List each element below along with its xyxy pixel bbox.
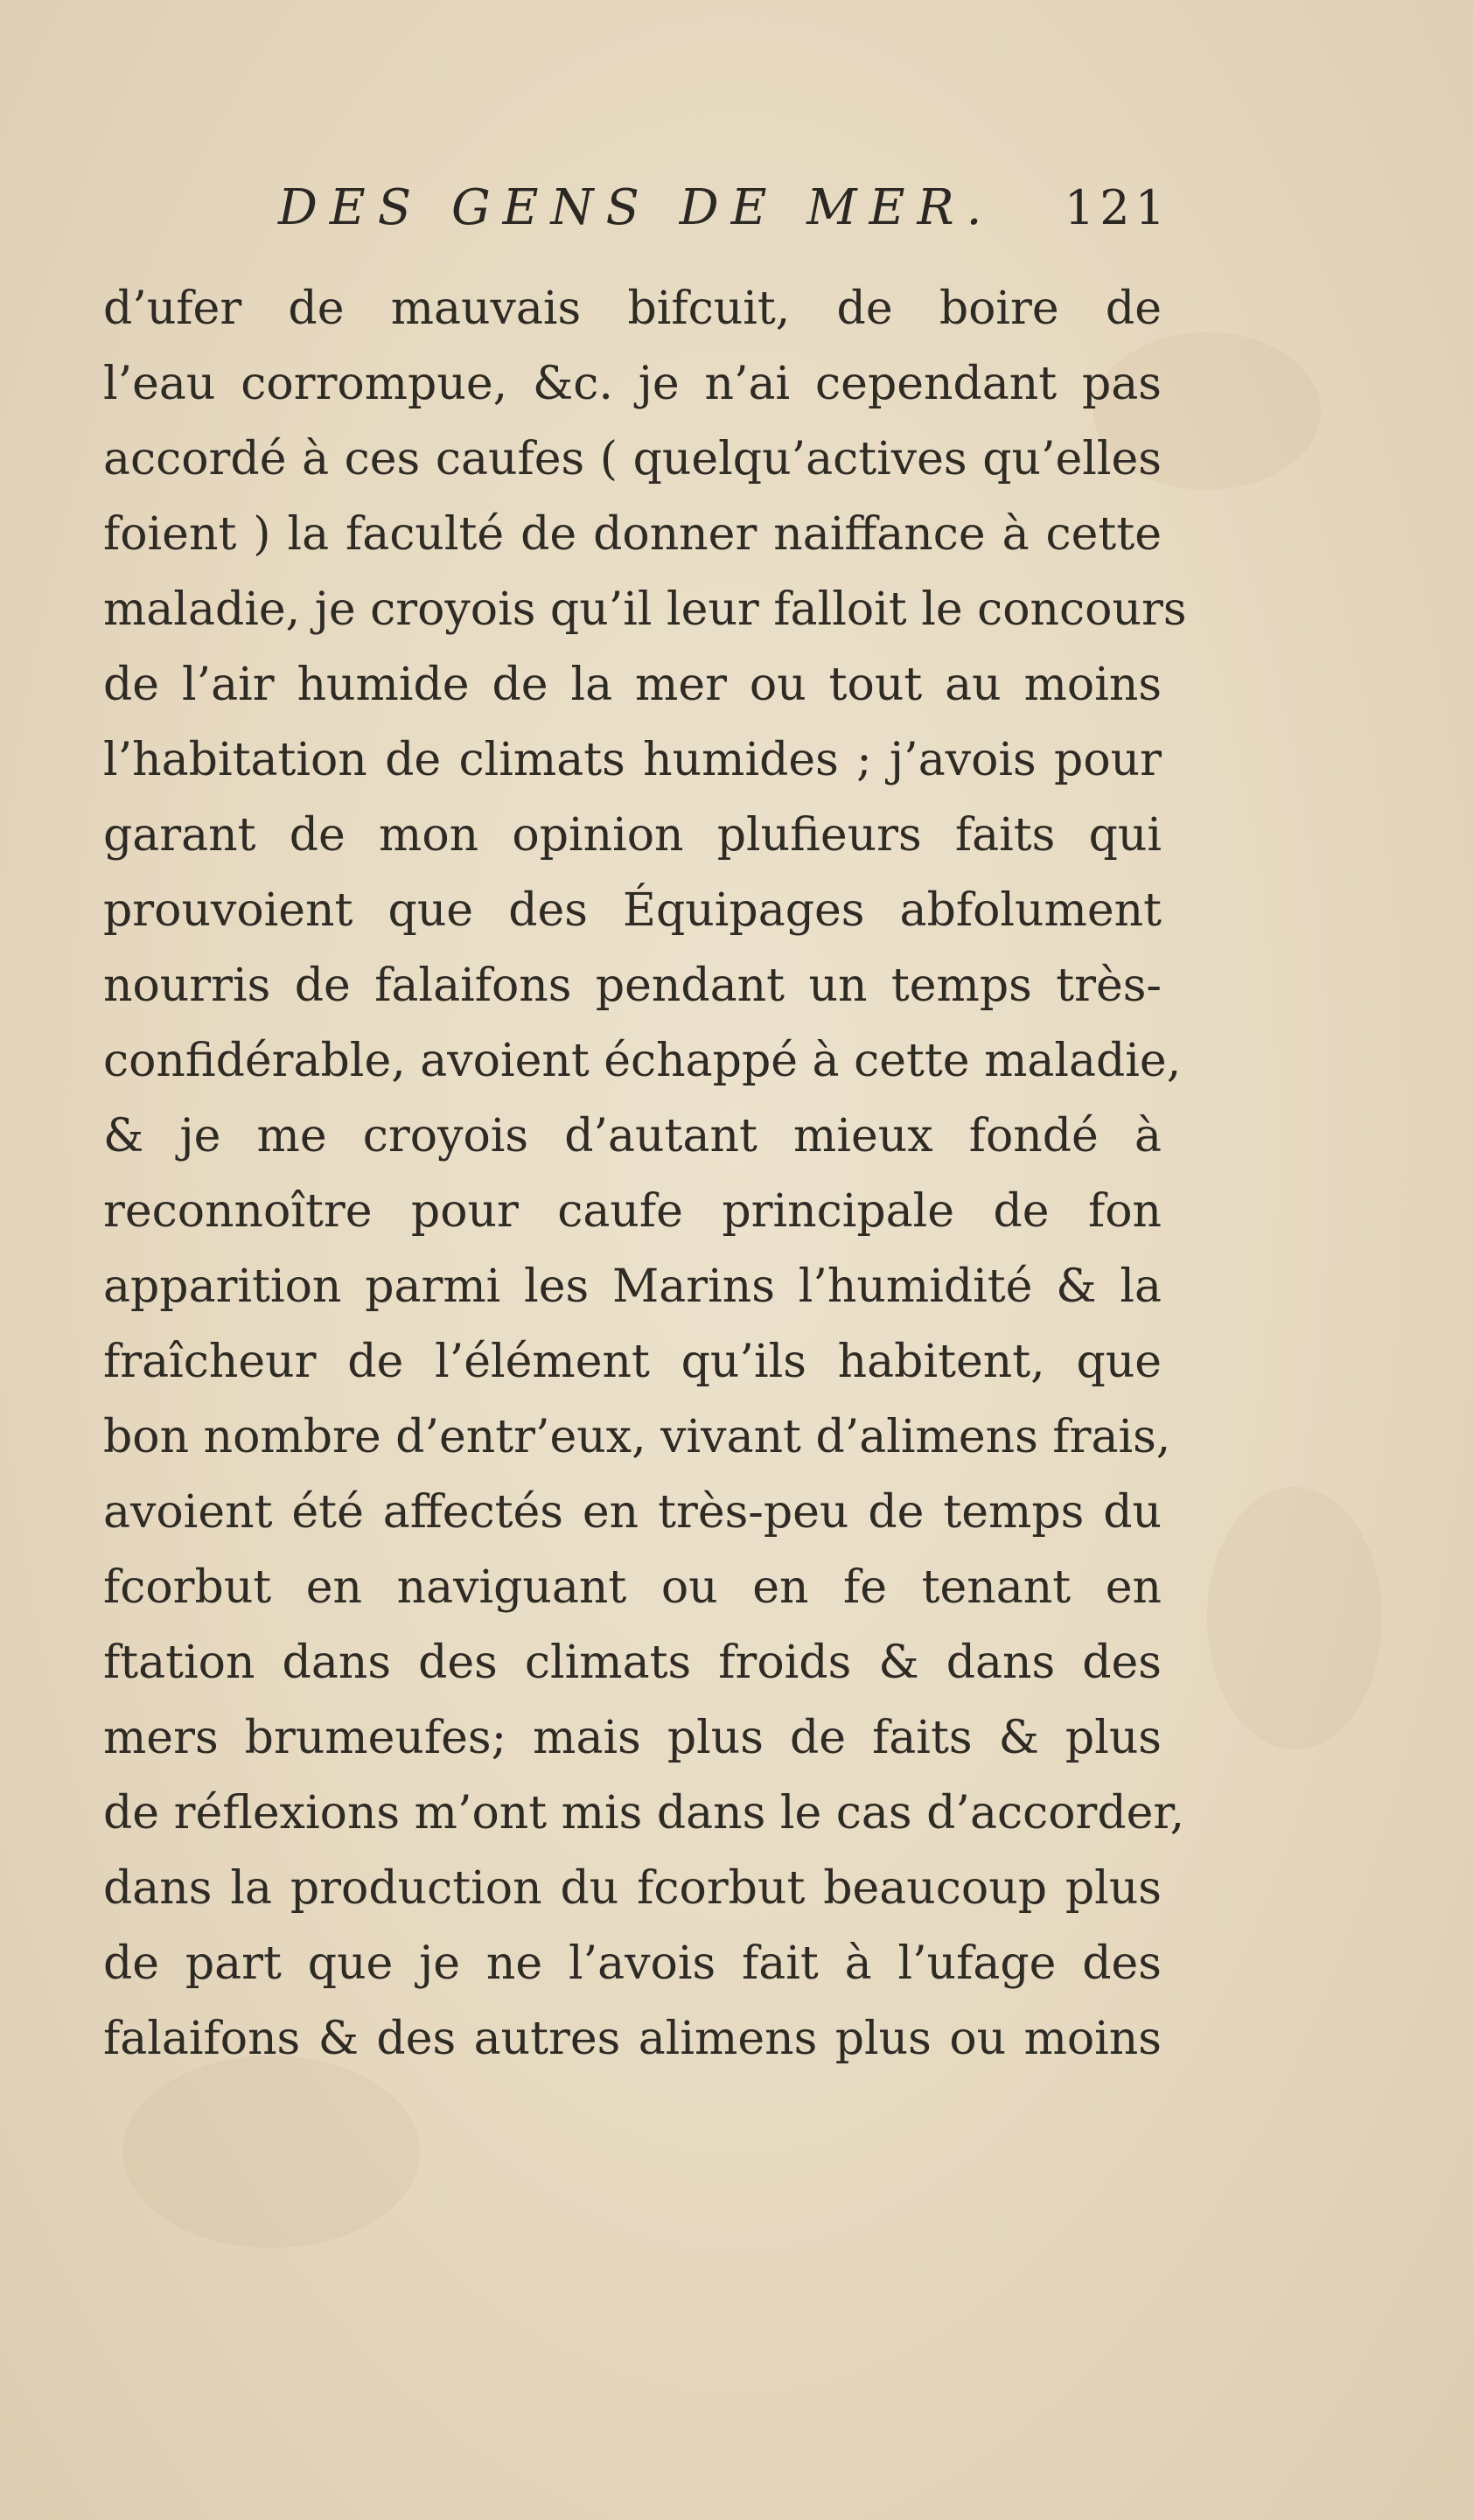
text-line: mers brumeufes; mais plus de faits & plus bbox=[103, 1712, 1162, 1764]
text-line: garant de mon opinion plufieurs faits qui bbox=[103, 809, 1162, 862]
text-line: dans la production du fcorbut beaucoup plus bbox=[103, 1862, 1162, 1915]
text-line: d’ufer de mauvais bifcuit, de boire de bbox=[103, 283, 1162, 335]
running-title: DES GENS DE MER. bbox=[278, 179, 995, 236]
text-line: avoient été affectés en très-peu de temps du bbox=[103, 1486, 1162, 1539]
text-line: & je me croyois d’autant mieux fondé à bbox=[103, 1110, 1162, 1162]
running-head bbox=[278, 179, 1170, 241]
paper-stain bbox=[1207, 1487, 1382, 1749]
text-line: de l’air humide de la mer ou tout au moins bbox=[103, 659, 1162, 711]
text-line: bon nombre d’entr’eux, vivant d’alimens frais, bbox=[103, 1411, 1171, 1463]
text-line: foient ) la faculté de donner naiffance à cette bbox=[103, 508, 1162, 561]
paper-stain bbox=[122, 2056, 420, 2248]
text-line: ftation dans des climats froids & dans des bbox=[103, 1637, 1162, 1689]
text-line: maladie, je croyois qu’il leur falloit le concours bbox=[103, 583, 1187, 636]
text-line: de part que je ne l’avois fait à l’ufage des bbox=[103, 1937, 1162, 1990]
text-line: fraîcheur de l’élément qu’ils habitent, que bbox=[103, 1336, 1162, 1388]
text-line: reconnoître pour caufe principale de fon bbox=[103, 1185, 1162, 1238]
page-number: 121 bbox=[1064, 180, 1170, 235]
text-line: prouvoient que des Équipages abfolument bbox=[103, 884, 1162, 937]
text-line: accordé à ces caufes ( quelqu’actives qu’elles bbox=[103, 433, 1162, 485]
text-line: fcorbut en naviguant ou en fe tenant en bbox=[103, 1561, 1162, 1614]
text-line: confidérable, avoient échappé à cette maladie, bbox=[103, 1035, 1182, 1087]
body-text bbox=[103, 271, 1187, 2077]
text-line: nourris de falaifons pendant un temps très- bbox=[103, 960, 1162, 1012]
text-line: l’habitation de climats humides ; j’avois pour bbox=[103, 734, 1162, 786]
text-line: l’eau corrompue, &c. je n’ai cependant pas bbox=[103, 358, 1162, 410]
text-line: falaifons & des autres alimens plus ou moins bbox=[103, 2013, 1162, 2065]
text-line: de réflexions m’ont mis dans le cas d’accorder, bbox=[103, 1787, 1185, 1839]
text-line: apparition parmi les Marins l’humidité & la bbox=[103, 1260, 1162, 1313]
